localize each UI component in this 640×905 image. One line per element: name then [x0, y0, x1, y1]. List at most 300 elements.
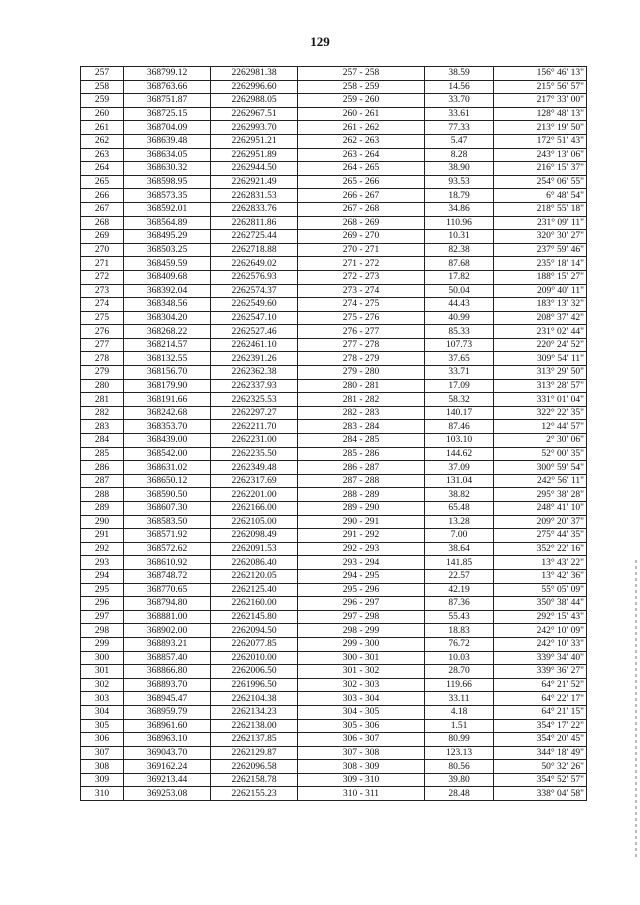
table-row — [81, 216, 587, 230]
northing-cell: 2262297.27 — [211, 406, 298, 420]
azimuth-cell: 237° 59' 46" — [494, 243, 587, 257]
table-row — [81, 583, 587, 597]
northing-cell: 2262125.40 — [211, 583, 298, 597]
distance-cell: 10.31 — [425, 230, 494, 244]
segment-cell: 264 - 265 — [298, 162, 425, 176]
northing-cell: 2262077.85 — [211, 637, 298, 651]
table-row — [81, 162, 587, 176]
segment-cell: 258 - 259 — [298, 80, 425, 94]
easting-cell: 368704.09 — [124, 121, 211, 135]
point-id-cell: 269 — [81, 230, 124, 244]
northing-cell: 2262231.00 — [211, 434, 298, 448]
segment-cell: 262 - 263 — [298, 134, 425, 148]
table-row — [81, 325, 587, 339]
azimuth-cell: 338° 04' 58" — [494, 787, 587, 801]
point-id-cell: 270 — [81, 243, 124, 257]
azimuth-cell: 254° 06' 55" — [494, 175, 587, 189]
table-row — [81, 352, 587, 366]
segment-cell: 287 - 288 — [298, 474, 425, 488]
northing-cell: 2262235.50 — [211, 447, 298, 461]
distance-cell: 10.03 — [425, 651, 494, 665]
coordinates-table-body — [81, 67, 587, 801]
point-id-cell: 304 — [81, 705, 124, 719]
easting-cell: 368945.47 — [124, 692, 211, 706]
segment-cell: 261 - 262 — [298, 121, 425, 135]
distance-cell: 140.17 — [425, 406, 494, 420]
azimuth-cell: 52° 00' 35" — [494, 447, 587, 461]
table-row — [81, 366, 587, 380]
distance-cell: 33.11 — [425, 692, 494, 706]
easting-cell: 368542.00 — [124, 447, 211, 461]
northing-cell: 2262325.53 — [211, 393, 298, 407]
northing-cell: 2262086.40 — [211, 556, 298, 570]
segment-cell: 267 - 268 — [298, 202, 425, 216]
distance-cell: 37.09 — [425, 461, 494, 475]
point-id-cell: 283 — [81, 420, 124, 434]
azimuth-cell: 339° 36' 27" — [494, 665, 587, 679]
easting-cell: 368634.05 — [124, 148, 211, 162]
easting-cell: 368639.48 — [124, 134, 211, 148]
distance-cell: 38.90 — [425, 162, 494, 176]
segment-cell: 298 - 299 — [298, 624, 425, 638]
azimuth-cell: 322° 22' 35" — [494, 406, 587, 420]
easting-cell: 368598.95 — [124, 175, 211, 189]
northing-cell: 2262201.00 — [211, 488, 298, 502]
azimuth-cell: 188° 15' 27" — [494, 270, 587, 284]
easting-cell: 368893.21 — [124, 637, 211, 651]
northing-cell: 2262649.02 — [211, 257, 298, 271]
distance-cell: 65.48 — [425, 502, 494, 516]
point-id-cell: 291 — [81, 529, 124, 543]
azimuth-cell: 320° 30' 27" — [494, 230, 587, 244]
point-id-cell: 272 — [81, 270, 124, 284]
point-id-cell: 297 — [81, 610, 124, 624]
northing-cell: 2262988.05 — [211, 94, 298, 108]
point-id-cell: 299 — [81, 637, 124, 651]
azimuth-cell: 218° 55' 18" — [494, 202, 587, 216]
point-id-cell: 276 — [81, 325, 124, 339]
easting-cell: 368650.12 — [124, 474, 211, 488]
easting-cell: 368751.87 — [124, 94, 211, 108]
northing-cell: 2262718.88 — [211, 243, 298, 257]
distance-cell: 110.96 — [425, 216, 494, 230]
table-row — [81, 447, 587, 461]
table-row — [81, 94, 587, 108]
azimuth-cell: 313° 28' 57" — [494, 379, 587, 393]
point-id-cell: 267 — [81, 202, 124, 216]
distance-cell: 87.68 — [425, 257, 494, 271]
easting-cell: 368770.65 — [124, 583, 211, 597]
northing-cell: 2262166.00 — [211, 502, 298, 516]
table-row — [81, 597, 587, 611]
northing-cell: 2262576.93 — [211, 270, 298, 284]
azimuth-cell: 156° 46' 13" — [494, 67, 587, 81]
easting-cell: 368748.72 — [124, 569, 211, 583]
point-id-cell: 271 — [81, 257, 124, 271]
point-id-cell: 258 — [81, 80, 124, 94]
distance-cell: 38.82 — [425, 488, 494, 502]
table-row — [81, 610, 587, 624]
segment-cell: 291 - 292 — [298, 529, 425, 543]
segment-cell: 276 - 277 — [298, 325, 425, 339]
segment-cell: 297 - 298 — [298, 610, 425, 624]
azimuth-cell: 209° 40' 11" — [494, 284, 587, 298]
table-row — [81, 134, 587, 148]
easting-cell: 368725.15 — [124, 107, 211, 121]
azimuth-cell: 292° 15' 43" — [494, 610, 587, 624]
point-id-cell: 303 — [81, 692, 124, 706]
table-row — [81, 773, 587, 787]
northing-cell: 2262527.46 — [211, 325, 298, 339]
table-row — [81, 67, 587, 81]
northing-cell: 2262725.44 — [211, 230, 298, 244]
point-id-cell: 264 — [81, 162, 124, 176]
easting-cell: 369043.70 — [124, 746, 211, 760]
northing-cell: 2262137.85 — [211, 733, 298, 747]
table-row — [81, 338, 587, 352]
distance-cell: 4.18 — [425, 705, 494, 719]
table-row — [81, 705, 587, 719]
segment-cell: 306 - 307 — [298, 733, 425, 747]
azimuth-cell: 350° 38' 44" — [494, 597, 587, 611]
northing-cell: 2262120.05 — [211, 569, 298, 583]
point-id-cell: 262 — [81, 134, 124, 148]
distance-cell: 34.86 — [425, 202, 494, 216]
point-id-cell: 296 — [81, 597, 124, 611]
point-id-cell: 298 — [81, 624, 124, 638]
distance-cell: 85.33 — [425, 325, 494, 339]
azimuth-cell: 344° 18' 49" — [494, 746, 587, 760]
easting-cell: 369253.08 — [124, 787, 211, 801]
segment-cell: 290 - 291 — [298, 515, 425, 529]
distance-cell: 39.80 — [425, 773, 494, 787]
point-id-cell: 285 — [81, 447, 124, 461]
distance-cell: 77.33 — [425, 121, 494, 135]
azimuth-cell: 309° 54' 11" — [494, 352, 587, 366]
point-id-cell: 287 — [81, 474, 124, 488]
distance-cell: 8.28 — [425, 148, 494, 162]
easting-cell: 368610.92 — [124, 556, 211, 570]
segment-cell: 304 - 305 — [298, 705, 425, 719]
azimuth-cell: 243° 13' 06" — [494, 148, 587, 162]
azimuth-cell: 242° 56' 11" — [494, 474, 587, 488]
azimuth-cell: 13° 43' 22" — [494, 556, 587, 570]
table-row — [81, 502, 587, 516]
table-row — [81, 665, 587, 679]
table-row — [81, 556, 587, 570]
segment-cell: 269 - 270 — [298, 230, 425, 244]
table-row — [81, 474, 587, 488]
easting-cell: 368353.70 — [124, 420, 211, 434]
table-row — [81, 175, 587, 189]
northing-cell: 2262549.60 — [211, 298, 298, 312]
northing-cell: 2262811.86 — [211, 216, 298, 230]
table-row — [81, 569, 587, 583]
azimuth-cell: 231° 09' 11" — [494, 216, 587, 230]
northing-cell: 2262574.37 — [211, 284, 298, 298]
azimuth-cell: 64° 21' 52" — [494, 678, 587, 692]
table-row — [81, 393, 587, 407]
segment-cell: 309 - 310 — [298, 773, 425, 787]
distance-cell: 38.64 — [425, 542, 494, 556]
point-id-cell: 300 — [81, 651, 124, 665]
easting-cell: 368179.90 — [124, 379, 211, 393]
easting-cell: 368268.22 — [124, 325, 211, 339]
azimuth-cell: 128° 48' 13" — [494, 107, 587, 121]
azimuth-cell: 295° 38' 28" — [494, 488, 587, 502]
point-id-cell: 274 — [81, 298, 124, 312]
distance-cell: 87.46 — [425, 420, 494, 434]
segment-cell: 270 - 271 — [298, 243, 425, 257]
azimuth-cell: 354° 20' 45" — [494, 733, 587, 747]
northing-cell: 2262833.76 — [211, 202, 298, 216]
easting-cell: 368191.66 — [124, 393, 211, 407]
table-row — [81, 148, 587, 162]
table-row — [81, 107, 587, 121]
table-row — [81, 434, 587, 448]
easting-cell: 368881.00 — [124, 610, 211, 624]
easting-cell: 368857.40 — [124, 651, 211, 665]
table-row — [81, 787, 587, 801]
point-id-cell: 260 — [81, 107, 124, 121]
northing-cell: 2262091.53 — [211, 542, 298, 556]
northing-cell: 2262145.80 — [211, 610, 298, 624]
azimuth-cell: 354° 17' 22" — [494, 719, 587, 733]
distance-cell: 58.32 — [425, 393, 494, 407]
distance-cell: 123.13 — [425, 746, 494, 760]
distance-cell: 80.99 — [425, 733, 494, 747]
northing-cell: 2262317.69 — [211, 474, 298, 488]
easting-cell: 368572.62 — [124, 542, 211, 556]
distance-cell: 13.28 — [425, 515, 494, 529]
easting-cell: 368392.04 — [124, 284, 211, 298]
easting-cell: 368763.66 — [124, 80, 211, 94]
northing-cell: 2262831.53 — [211, 189, 298, 203]
distance-cell: 55.43 — [425, 610, 494, 624]
table-row — [81, 311, 587, 325]
point-id-cell: 261 — [81, 121, 124, 135]
easting-cell: 368132.55 — [124, 352, 211, 366]
easting-cell: 369213.44 — [124, 773, 211, 787]
segment-cell: 282 - 283 — [298, 406, 425, 420]
table-row — [81, 461, 587, 475]
azimuth-cell: 242° 10' 09" — [494, 624, 587, 638]
azimuth-cell: 231° 02' 44" — [494, 325, 587, 339]
azimuth-cell: 64° 21' 15" — [494, 705, 587, 719]
point-id-cell: 277 — [81, 338, 124, 352]
easting-cell: 368630.32 — [124, 162, 211, 176]
segment-cell: 271 - 272 — [298, 257, 425, 271]
northing-cell: 2262158.78 — [211, 773, 298, 787]
easting-cell: 368459.59 — [124, 257, 211, 271]
azimuth-cell: 209° 20' 37" — [494, 515, 587, 529]
point-id-cell: 279 — [81, 366, 124, 380]
easting-cell: 368959.79 — [124, 705, 211, 719]
azimuth-cell: 235° 18' 14" — [494, 257, 587, 271]
table-row — [81, 692, 587, 706]
table-row — [81, 80, 587, 94]
distance-cell: 50.04 — [425, 284, 494, 298]
segment-cell: 305 - 306 — [298, 719, 425, 733]
segment-cell: 274 - 275 — [298, 298, 425, 312]
table-row — [81, 746, 587, 760]
easting-cell: 368963.10 — [124, 733, 211, 747]
azimuth-cell: 248° 41' 10" — [494, 502, 587, 516]
table-row — [81, 678, 587, 692]
distance-cell: 28.48 — [425, 787, 494, 801]
table-row — [81, 243, 587, 257]
distance-cell: 33.61 — [425, 107, 494, 121]
northing-cell: 2262967.51 — [211, 107, 298, 121]
northing-cell: 2262337.93 — [211, 379, 298, 393]
point-id-cell: 308 — [81, 760, 124, 774]
distance-cell: 28.70 — [425, 665, 494, 679]
easting-cell: 368156.70 — [124, 366, 211, 380]
table-row — [81, 542, 587, 556]
azimuth-cell: 354° 52' 57" — [494, 773, 587, 787]
azimuth-cell: 12° 44' 57" — [494, 420, 587, 434]
northing-cell: 2262096.58 — [211, 760, 298, 774]
easting-cell: 368409.68 — [124, 270, 211, 284]
easting-cell: 368214.57 — [124, 338, 211, 352]
segment-cell: 272 - 273 — [298, 270, 425, 284]
azimuth-cell: 242° 10' 33" — [494, 637, 587, 651]
azimuth-cell: 50° 32' 26" — [494, 760, 587, 774]
distance-cell: 87.36 — [425, 597, 494, 611]
point-id-cell: 309 — [81, 773, 124, 787]
segment-cell: 299 - 300 — [298, 637, 425, 651]
scan-edge-mark — [635, 560, 637, 860]
point-id-cell: 288 — [81, 488, 124, 502]
easting-cell: 368590.50 — [124, 488, 211, 502]
segment-cell: 280 - 281 — [298, 379, 425, 393]
northing-cell: 2262211.70 — [211, 420, 298, 434]
northing-cell: 2262461.10 — [211, 338, 298, 352]
distance-cell: 107.73 — [425, 338, 494, 352]
easting-cell: 368583.50 — [124, 515, 211, 529]
distance-cell: 38.59 — [425, 67, 494, 81]
segment-cell: 293 - 294 — [298, 556, 425, 570]
point-id-cell: 263 — [81, 148, 124, 162]
easting-cell: 368592.01 — [124, 202, 211, 216]
table-row — [81, 733, 587, 747]
azimuth-cell: 172° 51' 43" — [494, 134, 587, 148]
segment-cell: 307 - 308 — [298, 746, 425, 760]
distance-cell: 103.10 — [425, 434, 494, 448]
easting-cell: 368573.35 — [124, 189, 211, 203]
easting-cell: 368902.00 — [124, 624, 211, 638]
coordinates-table — [80, 66, 587, 801]
northing-cell: 2261996.50 — [211, 678, 298, 692]
easting-cell: 368799.12 — [124, 67, 211, 81]
segment-cell: 275 - 276 — [298, 311, 425, 325]
table-row — [81, 284, 587, 298]
distance-cell: 18.79 — [425, 189, 494, 203]
northing-cell: 2262951.89 — [211, 148, 298, 162]
segment-cell: 260 - 261 — [298, 107, 425, 121]
point-id-cell: 278 — [81, 352, 124, 366]
segment-cell: 300 - 301 — [298, 651, 425, 665]
segment-cell: 259 - 260 — [298, 94, 425, 108]
table-row — [81, 298, 587, 312]
azimuth-cell: 2° 30' 06" — [494, 434, 587, 448]
distance-cell: 14.56 — [425, 80, 494, 94]
point-id-cell: 280 — [81, 379, 124, 393]
segment-cell: 286 - 287 — [298, 461, 425, 475]
point-id-cell: 273 — [81, 284, 124, 298]
distance-cell: 33.70 — [425, 94, 494, 108]
northing-cell: 2262362.38 — [211, 366, 298, 380]
distance-cell: 44.43 — [425, 298, 494, 312]
segment-cell: 283 - 284 — [298, 420, 425, 434]
northing-cell: 2262134.23 — [211, 705, 298, 719]
distance-cell: 141.85 — [425, 556, 494, 570]
table-row — [81, 719, 587, 733]
northing-cell: 2262105.00 — [211, 515, 298, 529]
northing-cell: 2262006.50 — [211, 665, 298, 679]
point-id-cell: 282 — [81, 406, 124, 420]
azimuth-cell: 213° 19' 50" — [494, 121, 587, 135]
segment-cell: 302 - 303 — [298, 678, 425, 692]
table-row — [81, 379, 587, 393]
northing-cell: 2262094.50 — [211, 624, 298, 638]
azimuth-cell: 313° 29' 50" — [494, 366, 587, 380]
table-row — [81, 529, 587, 543]
northing-cell: 2262921.49 — [211, 175, 298, 189]
table-row — [81, 515, 587, 529]
easting-cell: 368564.89 — [124, 216, 211, 230]
northing-cell: 2262349.48 — [211, 461, 298, 475]
point-id-cell: 292 — [81, 542, 124, 556]
easting-cell: 368242.68 — [124, 406, 211, 420]
point-id-cell: 294 — [81, 569, 124, 583]
azimuth-cell: 64° 22' 17" — [494, 692, 587, 706]
easting-cell: 368794.80 — [124, 597, 211, 611]
northing-cell: 2262010.00 — [211, 651, 298, 665]
segment-cell: 281 - 282 — [298, 393, 425, 407]
page-number: 129 — [310, 34, 330, 49]
point-id-cell: 307 — [81, 746, 124, 760]
table-row — [81, 637, 587, 651]
distance-cell: 37.65 — [425, 352, 494, 366]
northing-cell: 2262951.21 — [211, 134, 298, 148]
azimuth-cell: 275° 44' 35" — [494, 529, 587, 543]
segment-cell: 303 - 304 — [298, 692, 425, 706]
distance-cell: 17.09 — [425, 379, 494, 393]
azimuth-cell: 339° 34' 40" — [494, 651, 587, 665]
distance-cell: 40.99 — [425, 311, 494, 325]
segment-cell: 310 - 311 — [298, 787, 425, 801]
table-row — [81, 121, 587, 135]
segment-cell: 296 - 297 — [298, 597, 425, 611]
segment-cell: 273 - 274 — [298, 284, 425, 298]
segment-cell: 289 - 290 — [298, 502, 425, 516]
point-id-cell: 306 — [81, 733, 124, 747]
table-row — [81, 230, 587, 244]
easting-cell: 368439.00 — [124, 434, 211, 448]
distance-cell: 17.82 — [425, 270, 494, 284]
segment-cell: 279 - 280 — [298, 366, 425, 380]
northing-cell: 2262160.00 — [211, 597, 298, 611]
northing-cell: 2262981.38 — [211, 67, 298, 81]
distance-cell: 7.00 — [425, 529, 494, 543]
distance-cell: 76.72 — [425, 637, 494, 651]
easting-cell: 368631.02 — [124, 461, 211, 475]
distance-cell: 5.47 — [425, 134, 494, 148]
azimuth-cell: 220° 24' 52" — [494, 338, 587, 352]
segment-cell: 308 - 309 — [298, 760, 425, 774]
easting-cell: 368607.30 — [124, 502, 211, 516]
